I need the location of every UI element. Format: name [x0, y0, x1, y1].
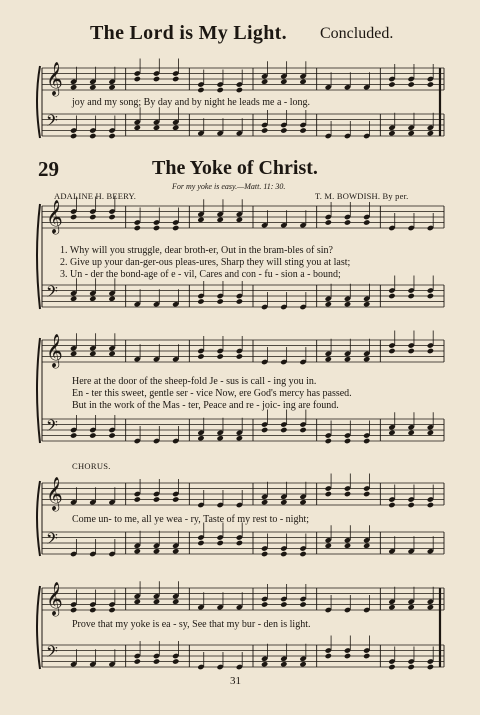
chorus-line: Come un- to me, all ye wea - ry, Taste of my rest to - night; — [72, 514, 310, 525]
note-head — [134, 658, 141, 664]
note-head — [344, 301, 351, 307]
note-head — [108, 133, 115, 139]
note-head — [325, 438, 332, 444]
note-head — [134, 76, 141, 82]
hymn-author: ADALINE H. BEERY. — [54, 191, 137, 201]
note-head — [363, 219, 370, 225]
note-head — [299, 601, 306, 607]
note-head — [197, 298, 204, 304]
note-head — [261, 427, 268, 433]
note-head — [388, 430, 395, 436]
note-head — [388, 604, 395, 610]
note-head — [108, 214, 115, 220]
note-head — [236, 435, 243, 441]
note-head — [70, 296, 77, 302]
note-head — [216, 298, 223, 304]
note-head — [153, 496, 160, 502]
note-head — [280, 127, 287, 133]
note-head — [427, 348, 434, 354]
brace — [37, 586, 40, 669]
note-head — [70, 84, 77, 90]
note-head — [388, 81, 395, 87]
note-head — [108, 351, 115, 357]
note-head — [261, 127, 268, 133]
note-head — [427, 81, 434, 87]
note-head — [216, 540, 223, 546]
note-head — [344, 491, 351, 497]
note-head — [427, 604, 434, 610]
note-head — [261, 79, 268, 85]
note-head — [108, 84, 115, 90]
note-head — [363, 653, 370, 659]
note-head — [363, 438, 370, 444]
note-head — [172, 548, 179, 554]
note-head — [153, 599, 160, 605]
note-head — [407, 130, 414, 136]
note-head — [172, 658, 179, 664]
note-head — [344, 219, 351, 225]
note-head — [344, 653, 351, 659]
note-head — [388, 293, 395, 299]
hymn-epigraph: For my yoke is easy.—Matt. 11: 30. — [172, 182, 286, 191]
note-head — [153, 76, 160, 82]
note-head — [153, 548, 160, 554]
note-head — [216, 217, 223, 223]
bass-clef-icon: 𝄢 — [46, 112, 59, 134]
treble-clef-icon: 𝄞 — [46, 580, 63, 615]
note-head — [325, 543, 332, 549]
verse-line: 1. Why will you struggle, dear broth-er, Out in the bram-bles of sin? — [60, 245, 333, 256]
note-head — [280, 427, 287, 433]
note-head — [280, 661, 287, 667]
note-head — [299, 551, 306, 557]
brace — [37, 338, 40, 443]
note-head — [427, 430, 434, 436]
note-head — [153, 225, 160, 231]
note-head — [261, 551, 268, 557]
note-head — [363, 491, 370, 497]
note-head — [325, 301, 332, 307]
note-head — [70, 133, 77, 139]
verse-line: But in the work of the Mas - ter, Peace and re - joic- ing are found. — [72, 400, 339, 411]
note-head — [172, 496, 179, 502]
note-head — [325, 491, 332, 497]
verse-line: En - ter this sweet, gentle ser - vice Now, ere God's mercy has passed. — [72, 388, 352, 399]
note-head — [280, 601, 287, 607]
brace — [37, 481, 40, 556]
note-head — [172, 599, 179, 605]
chorus-line: Prove that my yoke is ea - sy, See that my bur - den is light. — [72, 619, 311, 630]
note-head — [261, 661, 268, 667]
treble-clef-icon: 𝄞 — [46, 332, 63, 367]
note-head — [70, 607, 77, 613]
note-head — [427, 130, 434, 136]
note-head — [172, 125, 179, 131]
treble-clef-icon: 𝄞 — [46, 60, 63, 95]
note-head — [299, 127, 306, 133]
note-head — [261, 499, 268, 505]
note-head — [108, 432, 115, 438]
note-head — [236, 87, 243, 93]
hymn-title: The Yoke of Christ. — [152, 157, 318, 179]
note-head — [325, 653, 332, 659]
note-head — [89, 214, 96, 220]
note-head — [89, 607, 96, 613]
top-hymn-lyric: joy and my song; By day and by night he leads me a - long. — [72, 97, 311, 108]
note-head — [236, 217, 243, 223]
note-head — [299, 79, 306, 85]
note-head — [236, 540, 243, 546]
note-head — [197, 435, 204, 441]
note-head — [89, 84, 96, 90]
note-head — [388, 348, 395, 354]
note-head — [344, 543, 351, 549]
note-head — [261, 601, 268, 607]
note-head — [236, 298, 243, 304]
note-head — [280, 79, 287, 85]
treble-clef-icon: 𝄞 — [46, 475, 63, 510]
note-head — [299, 427, 306, 433]
chorus-label: CHORUS. — [72, 461, 111, 471]
note-head — [89, 296, 96, 302]
top-hymn-status: Concluded. — [320, 25, 394, 42]
note-head — [407, 81, 414, 87]
verse-line: 2. Give up your dan-ger-ous pleas-ures, Sharp they will sting you at last; — [60, 257, 351, 268]
note-head — [363, 543, 370, 549]
note-head — [108, 296, 115, 302]
note-head — [197, 353, 204, 359]
note-head — [89, 133, 96, 139]
treble-clef-icon: 𝄞 — [46, 198, 63, 233]
note-head — [427, 293, 434, 299]
brace — [37, 66, 40, 138]
note-head — [344, 356, 351, 362]
brace — [37, 204, 40, 309]
note-head — [407, 604, 414, 610]
hymn-composer: T. M. BOWDISH. By per. — [315, 191, 409, 201]
note-head — [363, 356, 370, 362]
note-head — [197, 87, 204, 93]
note-head — [388, 502, 395, 508]
note-head — [427, 502, 434, 508]
note-head — [153, 125, 160, 131]
note-head — [236, 353, 243, 359]
note-head — [216, 435, 223, 441]
top-hymn-title: The Lord is My Light. — [90, 22, 287, 44]
note-head — [197, 540, 204, 546]
note-head — [280, 551, 287, 557]
note-head — [407, 348, 414, 354]
note-head — [172, 225, 179, 231]
note-head — [388, 130, 395, 136]
note-head — [344, 438, 351, 444]
note-head — [134, 599, 141, 605]
note-head — [134, 225, 141, 231]
note-head — [153, 658, 160, 664]
note-head — [363, 301, 370, 307]
note-head — [299, 661, 306, 667]
bass-clef-icon: 𝄢 — [46, 530, 59, 552]
note-head — [388, 664, 395, 670]
note-head — [280, 499, 287, 505]
page-number: 31 — [230, 675, 241, 687]
note-head — [70, 351, 77, 357]
note-head — [172, 76, 179, 82]
note-head — [108, 607, 115, 613]
bass-clef-icon: 𝄢 — [46, 643, 59, 665]
note-head — [407, 293, 414, 299]
note-head — [407, 430, 414, 436]
verse-line: Here at the door of the sheep-fold Je - sus is call - ing you in. — [72, 376, 317, 387]
note-head — [70, 432, 77, 438]
note-head — [197, 217, 204, 223]
note-head — [89, 351, 96, 357]
note-head — [427, 664, 434, 670]
note-head — [134, 125, 141, 131]
note-head — [134, 548, 141, 554]
note-head — [325, 219, 332, 225]
note-head — [89, 432, 96, 438]
note-head — [134, 496, 141, 502]
bass-clef-icon: 𝄢 — [46, 283, 59, 305]
note-head — [70, 214, 77, 220]
note-head — [407, 502, 414, 508]
note-head — [407, 664, 414, 670]
hymn-number: 29 — [38, 157, 59, 181]
note-head — [325, 356, 332, 362]
note-head — [216, 87, 223, 93]
bass-clef-icon: 𝄢 — [46, 417, 59, 439]
verse-line: 3. Un - der the bond-age of e - vil, Cares and con - fu - sion a - bound; — [60, 269, 341, 280]
note-head — [299, 499, 306, 505]
note-head — [216, 353, 223, 359]
